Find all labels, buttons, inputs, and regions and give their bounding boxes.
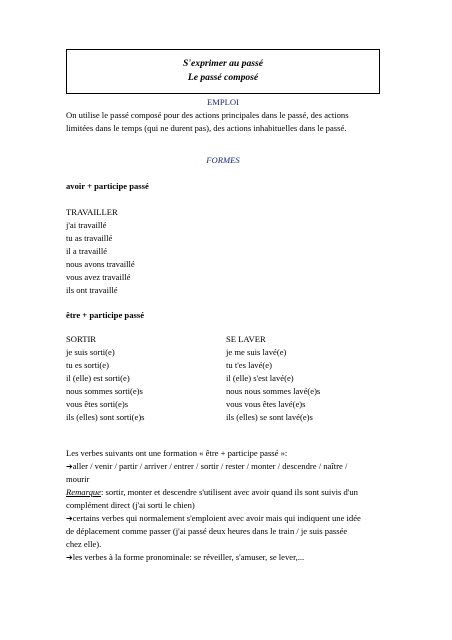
certains-line-2: de déplacement comme passer (j'ai passé deux heures dans le train / je suis passée	[66, 526, 348, 536]
conjugation-line: nous avons travaillé	[66, 259, 135, 269]
conjugation-line: il (elle) est sorti(e)	[66, 373, 130, 383]
remarque-line-2: complément direct (j'ai sorti le chien)	[66, 500, 195, 510]
certains-verbes	[66, 512, 388, 525]
emploi-paragraph	[66, 109, 388, 135]
title-line-2: Le passé composé	[187, 72, 259, 83]
conjugation-line: ils ont travaillé	[66, 285, 118, 295]
travailler-verb: TRAVAILLER	[66, 207, 118, 217]
verbes-etre-intro: Les verbes suivants ont une formation « être + participe passé »:	[66, 448, 288, 458]
travailler-conjugation	[66, 206, 388, 297]
conjugation-line: tu t'es lavé(e)	[226, 360, 272, 370]
se-laver-conjugation	[226, 333, 320, 424]
conjugation-line: ils (elles) se sont lavé(e)s	[226, 412, 313, 422]
se-laver-verb: SE LAVER	[226, 334, 266, 344]
remarque	[66, 486, 388, 499]
conjugation-line: ils (elles) sont sorti(e)s	[66, 412, 145, 422]
verbes-etre-section	[66, 447, 388, 564]
conjugation-line: tu es sorti(e)	[66, 360, 109, 370]
conjugation-line: je me suis lavé(e)	[226, 347, 287, 357]
sortir-verb: SORTIR	[66, 334, 97, 344]
certains-line-3: chez elle).	[66, 539, 102, 549]
conjugation-line: vous avez travaillé	[66, 272, 131, 282]
remarque-label: Remarque	[66, 487, 101, 497]
verbes-list-line-1: aller / venir / partir / arriver / entrer / sortir / rester / monter / descendre / naître /	[72, 461, 348, 471]
verbes-list	[66, 460, 388, 473]
conjugation-line: il a travaillé	[66, 246, 108, 256]
emploi-heading: EMPLOI	[207, 97, 239, 107]
conjugation-line: vous vous êtes lavé(e)s	[226, 399, 306, 409]
conjugation-line: nous nous sommes lavé(e)s	[226, 386, 321, 396]
title-box	[66, 49, 380, 94]
verbes-list-line-2: mourir	[66, 474, 90, 484]
avoir-heading: avoir + participe passé	[66, 181, 149, 191]
arrow-icon: ➔	[66, 462, 73, 471]
emploi-text-line-2: limitées dans le temps (qui ne durent pas), des actions inhabituelles dans le passé.	[66, 123, 347, 133]
formes-heading: FORMES	[206, 155, 240, 165]
arrow-icon: ➔	[66, 553, 73, 562]
conjugation-line: il (elle) s'est lavé(e)	[226, 373, 294, 383]
pronominal	[66, 551, 388, 564]
conjugation-line: tu as travaillé	[66, 233, 113, 243]
arrow-icon: ➔	[66, 514, 73, 523]
conjugation-line: vous êtes sorti(e)s	[66, 399, 129, 409]
etre-heading: être + participe passé	[66, 310, 145, 320]
sortir-conjugation	[66, 333, 145, 424]
conjugation-line: je suis sorti(e)	[66, 347, 115, 357]
conjugation-line: nous sommes sorti(e)s	[66, 386, 143, 396]
remarque-line-1: : sortir, monter et descendre s'utilisent avec avoir quand ils sont suivis d'un	[101, 487, 358, 497]
emploi-text-line-1: On utilise le passé composé pour des actions principales dans le passé, des actions	[66, 110, 349, 120]
pronominal-text: les verbes à la forme pronominale: se réveiller, s'amuser, se lever,...	[72, 552, 305, 562]
conjugation-line: j'ai travaillé	[66, 220, 107, 230]
title-line-1: S'exprimer au passé	[183, 58, 263, 69]
certains-line-1: certains verbes qui normalement s'emploient avec avoir mais qui indiquent une idée	[72, 513, 361, 523]
